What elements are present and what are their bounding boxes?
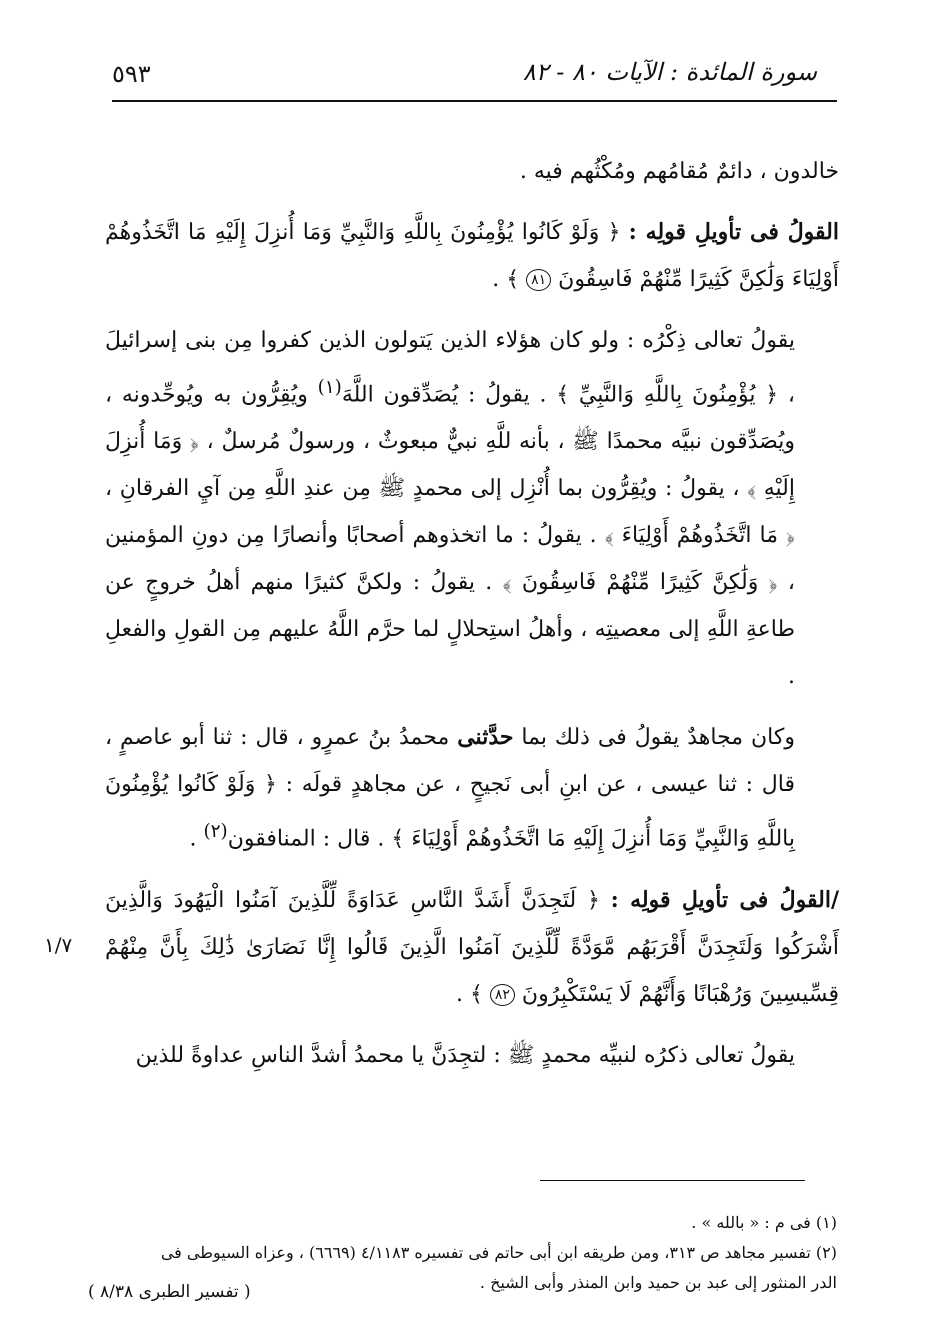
paragraph-text: يقولُ تعالى ذِكْرُه : ولو كان هؤلاء الذين يَتولون الذين كفروا مِن بنى إسرائيلَ ، ﴿ يُؤْمِنُونَ بِاللَّهِ وَالنَّبِيِّ ﴾ . يقولُ : يُصَدِّقون اللَّهَ	[105, 328, 795, 408]
paragraph-heading-2	[105, 877, 839, 1018]
page-number: ٥٩٣	[112, 60, 151, 88]
paragraph-heading-1	[105, 209, 839, 303]
footnote-marker: (٢)	[203, 821, 228, 843]
footnote-2-cont: الدر المنثور إلى عبد بن حميد وابن المنذر وأبى الشيخ .	[479, 1273, 837, 1292]
quran-verse: ﴿ لَتَجِدَنَّ أَشَدَّ النَّاسِ عَدَاوَةً لِّلَّذِينَ آمَنُوا الْيَهُودَ وَالَّذِينَ أَشْرَكُوا وَلَتَجِدَنَّ أَقْرَبَهُم مَّوَدَّةً لِّلَّذِينَ آمَنُوا الَّذِينَ قَالُوا إِنَّا نَصَارَىٰ ذَٰلِكَ بِأَنَّ مِنْهُمْ قِسِّيسِينَ وَرُهْبَانًا وَأَنَّهُمْ لَا يَسْتَكْبِرُونَ	[105, 887, 839, 1007]
marginal-volume-reference: ١/٧	[44, 933, 73, 957]
main-text	[105, 148, 839, 1079]
ayah-number-marker: ٨٢	[490, 984, 515, 1006]
paragraph-text: خالدون ، دائمٌ مُقامُهم ومُكْثُهم فيه .	[519, 159, 839, 184]
section-heading: /القولُ فى تأويلِ قولِه :	[610, 886, 839, 913]
paragraph-text: وكان مجاهدٌ يقولُ فى ذلك بما	[521, 725, 795, 751]
ayah-number-marker: ٨١	[526, 269, 551, 291]
running-header-title: سورة المائدة : الآيات ٨٠ - ٨٢	[522, 58, 817, 86]
quran-verse: ﴿ وَلَوْ كَانُوا يُؤْمِنُونَ بِاللَّهِ وَالنَّبِيِّ وَمَا أُنزِلَ إِلَيْهِ مَا اتَّخَذُوهُمْ أَوْلِيَاءَ وَلَٰكِنَّ كَثِيرًا مِّنْهُمْ فَاسِقُونَ	[105, 220, 839, 292]
paragraph-6	[105, 1032, 839, 1079]
paragraph-1	[105, 148, 839, 195]
paragraph-4	[105, 714, 839, 862]
footnote-divider	[540, 1180, 805, 1181]
paragraph-text: يقولُ تعالى ذكرُه لنبيِّه محمدٍ ﷺ : لتجِدَنَّ يا محمدُ أشدَّ الناسِ عداوةً للذين	[135, 1042, 795, 1068]
paragraph-text-cont: ويُقِرُّون به ويُوحِّدونه ، ويُصَدِّقون نبيَّه محمدًا ﷺ ، بأنه للَّهِ نبيٌّ مبعوثٌ ، ورسولٌ مُرسلٌ ، ﴿ وَمَا أُنزِلَ إِلَيْهِ ﴾ ، يقولُ : ويُقِرُّون بما أُنْزِل إلى محمدٍ ﷺ مِن عندِ اللَّهِ مِن آيِ الفرقانِ ، ﴿ مَا اتَّخَذُوهُمْ أَوْلِيَاءَ ﴾ . يقولُ : ما اتخذوهم أصحابًا وأنصارًا مِن دونِ المؤمنين ، ﴿ وَلَٰكِنَّ كَثِيرًا مِّنْهُمْ فَاسِقُونَ ﴾ . يقولُ : ولكنَّ كثيرًا منهم أهلُ خروجٍ عن طاعةِ اللَّهِ إلى معصيتِه ، وأهلُ استِحلالٍ لما حرَّم اللَّهُ عليهم مِن القولِ والفعلِ .	[105, 382, 795, 690]
header-divider	[112, 100, 837, 102]
paragraph-text-cont: محمدُ بنُ عمرٍو ، قال : ثنا أبو عاصمٍ ، قال : ثنا عيسى ، عن ابنِ أبى نَجيحٍ ، عن مجاهدٍ قولَه : ﴿ وَلَوْ كَانُوا يُؤْمِنُونَ بِاللَّهِ وَالنَّبِيِّ وَمَا أُنزِلَ إِلَيْهِ مَا اتَّخَذُوهُمْ أَوْلِيَاءَ ﴾ . قال : المنافقون	[105, 725, 795, 852]
source-reference: ( تفسير الطبرى ٨/٣٨ )	[88, 1282, 251, 1302]
section-heading: القولُ فى تأويلِ قولِه :	[628, 219, 839, 245]
footnote-1: (١) فى م : « بالله » .	[691, 1213, 837, 1232]
footnote-marker: (١)	[317, 377, 342, 398]
verse-close: ﴾ .	[455, 981, 483, 1007]
end-dot: .	[189, 826, 197, 852]
paragraph-3	[105, 317, 839, 700]
footnote-2: (٢) تفسير مجاهد ص ٣١٣، ومن طريقه ابن أبى حاتم فى تفسيره ٤/١١٨٣ (٦٦٦٩) ، وعزاه السيوطى فى	[160, 1243, 837, 1262]
isnad-keyword: حدَّثنى	[457, 724, 514, 751]
verse-close: ﴾ .	[492, 267, 520, 292]
